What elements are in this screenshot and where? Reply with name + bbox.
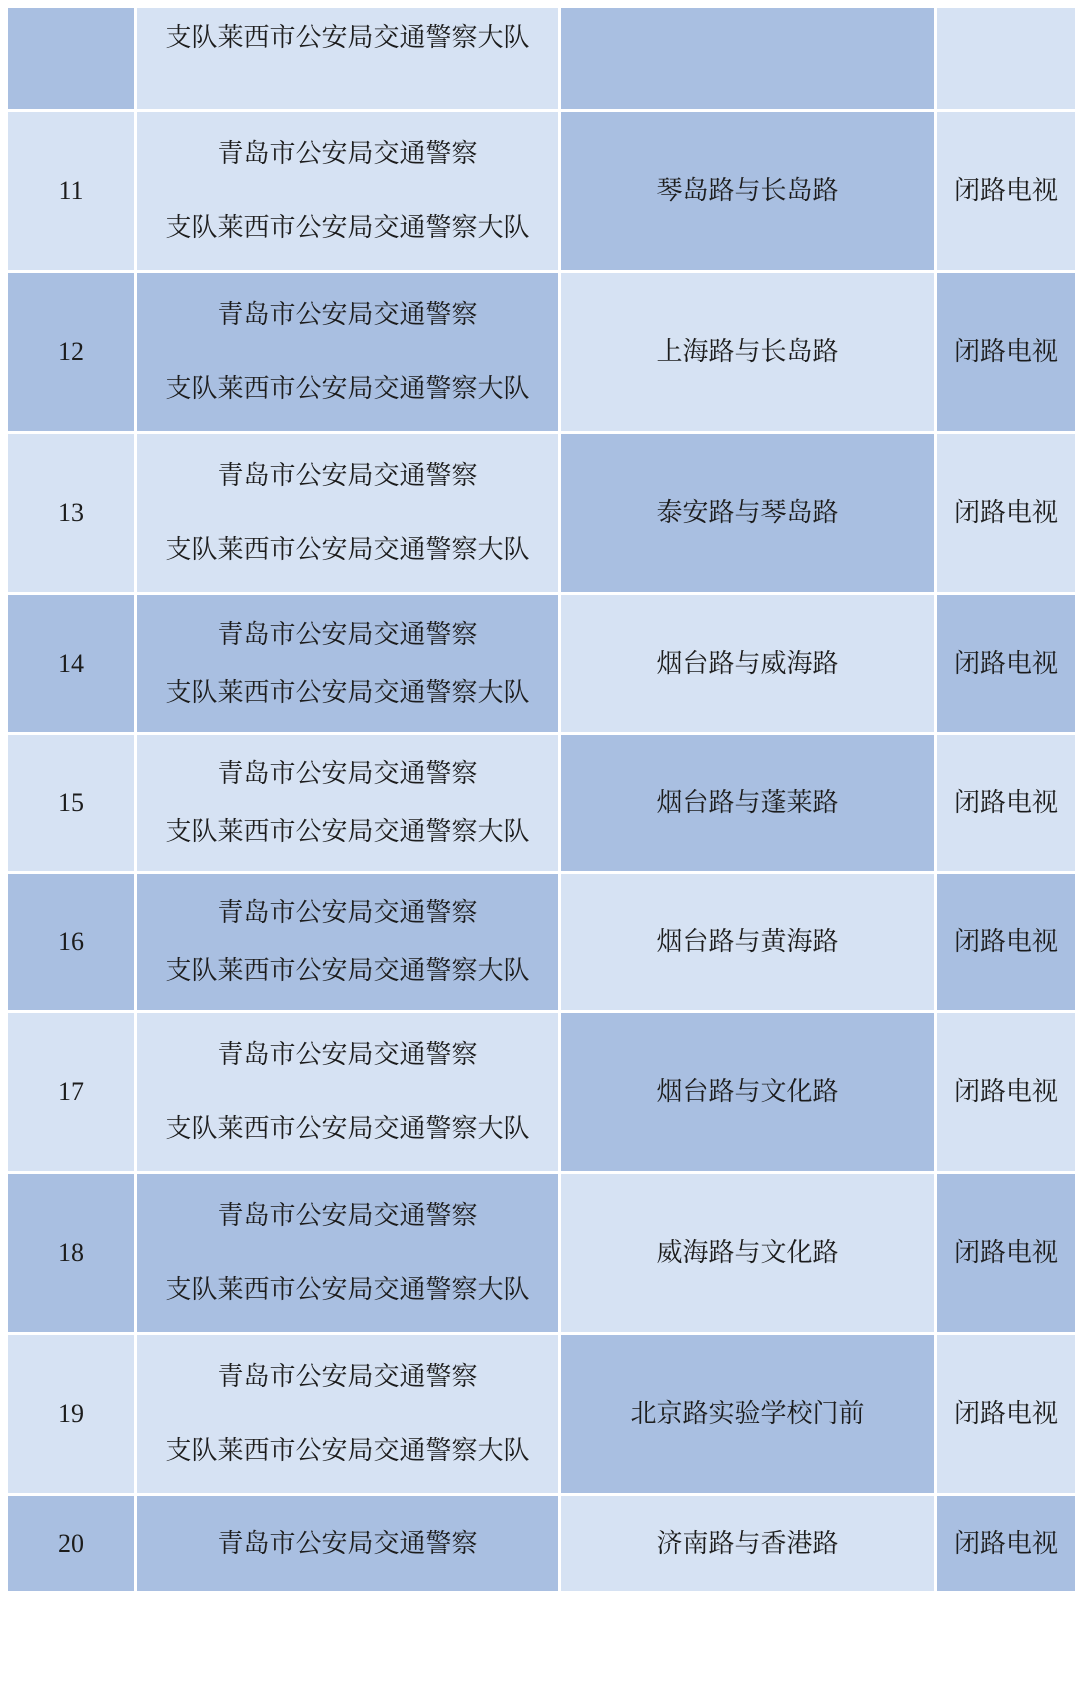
unit-name-line-2: 支队莱西市公安局交通警察大队	[165, 956, 530, 986]
unit-cell	[136, 594, 560, 734]
unit-name-line-2: 支队莱西市公安局交通警察大队	[165, 1275, 530, 1305]
row-number-cell: 16	[7, 873, 136, 1012]
unit-name-line-2: 支队莱西市公安局交通警察大队	[165, 1436, 530, 1466]
device-type-cell: 闭路电视	[936, 272, 1077, 433]
unit-name-line-2: 支队莱西市公安局交通警察大队	[165, 23, 530, 53]
table-row	[7, 873, 1077, 1012]
location-cell: 烟台路与文化路	[560, 1012, 936, 1173]
device-type-cell	[936, 7, 1077, 111]
unit-name-line-1: 青岛市公安局交通警察	[217, 300, 478, 330]
unit-cell	[136, 272, 560, 433]
unit-name-line-2: 支队莱西市公安局交通警察大队	[165, 677, 530, 708]
unit-cell	[136, 1173, 560, 1334]
unit-name-line-1: 青岛市公安局交通警察	[217, 619, 478, 650]
unit-cell	[136, 873, 560, 1012]
row-number-cell: 20	[7, 1495, 136, 1593]
row-number-cell: 11	[7, 111, 136, 272]
device-type-cell: 闭路电视	[936, 734, 1077, 873]
unit-cell	[136, 1334, 560, 1495]
unit-cell	[136, 111, 560, 272]
table-row	[7, 111, 1077, 272]
location-cell: 烟台路与黄海路	[560, 873, 936, 1012]
table-row	[7, 594, 1077, 734]
row-number-cell: 12	[7, 272, 136, 433]
unit-name-line-2: 支队莱西市公安局交通警察大队	[165, 374, 530, 404]
device-type-cell: 闭路电视	[936, 1334, 1077, 1495]
unit-cell	[136, 1012, 560, 1173]
unit-name-line-2: 支队莱西市公安局交通警察大队	[165, 535, 530, 565]
unit-name-line-1: 青岛市公安局交通警察	[217, 898, 478, 928]
device-type-cell: 闭路电视	[936, 433, 1077, 594]
unit-name-line-1: 青岛市公安局交通警察	[217, 461, 478, 491]
device-type-cell: 闭路电视	[936, 1495, 1077, 1593]
device-type-cell: 闭路电视	[936, 594, 1077, 734]
unit-name-line-1: 青岛市公安局交通警察	[217, 139, 478, 169]
location-cell: 琴岛路与长岛路	[560, 111, 936, 272]
unit-name-line-2: 支队莱西市公安局交通警察大队	[165, 213, 530, 243]
row-number-cell: 18	[7, 1173, 136, 1334]
row-number-cell: 17	[7, 1012, 136, 1173]
location-cell: 济南路与香港路	[560, 1495, 936, 1593]
table-row	[7, 1334, 1077, 1495]
monitoring-points-table	[5, 5, 1078, 1594]
unit-cell	[136, 433, 560, 594]
unit-name-line-1: 青岛市公安局交通警察	[217, 1528, 478, 1559]
row-number-cell: 19	[7, 1334, 136, 1495]
row-number-cell: 14	[7, 594, 136, 734]
unit-cell	[136, 7, 560, 111]
location-cell: 泰安路与琴岛路	[560, 433, 936, 594]
location-cell	[560, 7, 936, 111]
unit-cell	[136, 734, 560, 873]
table-row	[7, 1012, 1077, 1173]
location-cell: 威海路与文化路	[560, 1173, 936, 1334]
row-number-cell	[7, 7, 136, 111]
table-row	[7, 433, 1077, 594]
device-type-cell: 闭路电视	[936, 111, 1077, 272]
unit-name-line-1: 青岛市公安局交通警察	[217, 1201, 478, 1231]
unit-name-line-1: 青岛市公安局交通警察	[217, 759, 478, 789]
device-type-cell: 闭路电视	[936, 873, 1077, 1012]
unit-name-line-1: 青岛市公安局交通警察	[217, 1040, 478, 1070]
table-row-partial	[7, 7, 1077, 111]
row-number-cell: 15	[7, 734, 136, 873]
location-cell: 上海路与长岛路	[560, 272, 936, 433]
unit-name-line-2: 支队莱西市公安局交通警察大队	[165, 1114, 530, 1144]
row-number-cell: 13	[7, 433, 136, 594]
location-cell: 烟台路与威海路	[560, 594, 936, 734]
unit-cell	[136, 1495, 560, 1593]
device-type-cell: 闭路电视	[936, 1173, 1077, 1334]
table-row	[7, 1173, 1077, 1334]
table-row	[7, 272, 1077, 433]
device-type-cell: 闭路电视	[936, 1012, 1077, 1173]
unit-name-line-2: 支队莱西市公安局交通警察大队	[165, 817, 530, 847]
unit-name-line-1: 青岛市公安局交通警察	[217, 1362, 478, 1392]
location-cell: 北京路实验学校门前	[560, 1334, 936, 1495]
location-cell: 烟台路与蓬莱路	[560, 734, 936, 873]
table-row	[7, 1495, 1077, 1593]
table-row	[7, 734, 1077, 873]
